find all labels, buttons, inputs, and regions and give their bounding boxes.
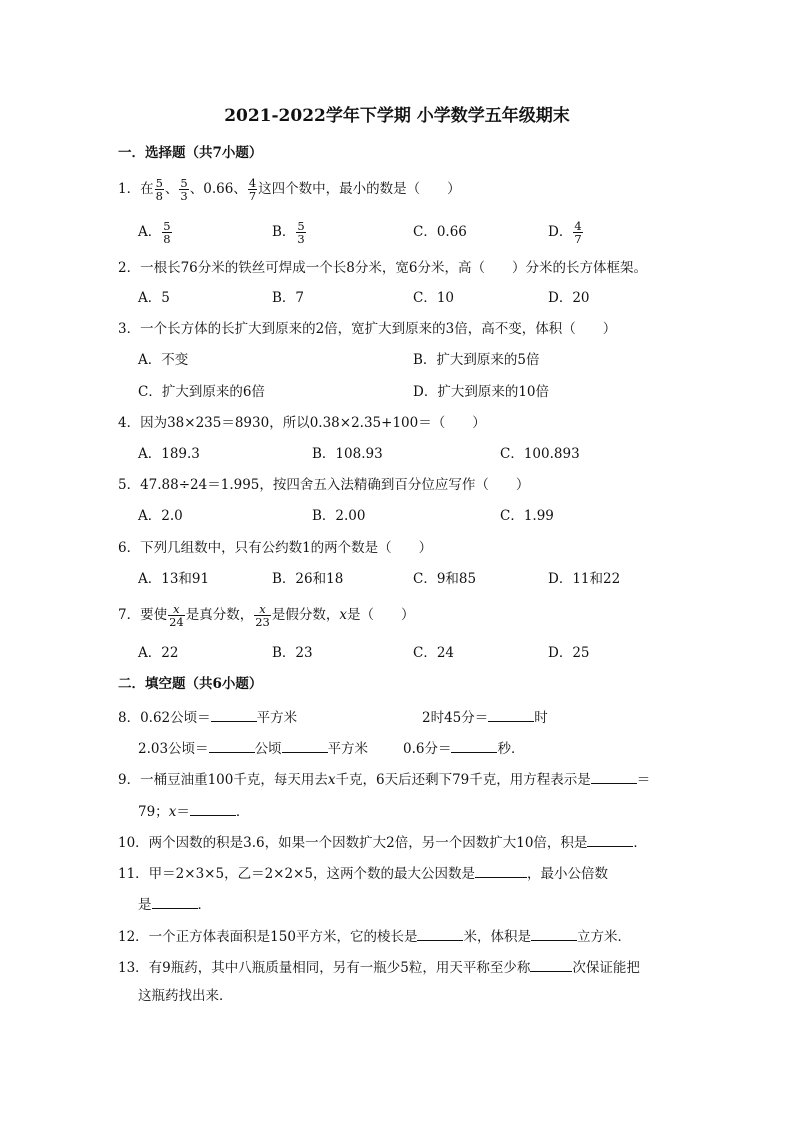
- question-11-line1: 11．甲＝2×3×5，乙＝2×2×5，这两个数的最大公因数是 ，最小公倍数: [118, 866, 608, 882]
- answer-blank[interactable]: [475, 865, 527, 878]
- fraction-4-7: $\frac{4}{7}$: [248, 176, 257, 204]
- fraction-x-23: $\frac{x}{23}$: [255, 602, 270, 630]
- q1-post: 这四个数中，最小的数是（ ）: [258, 181, 461, 198]
- q1-option-b: B． $\frac{5}{3}$: [272, 219, 305, 247]
- q5-option-c: C．1.99: [500, 508, 554, 524]
- q1-mid: 、0.66、: [189, 181, 247, 198]
- q1-sep: 、: [164, 181, 179, 198]
- page-title: 2021-2022学年下学期 小学数学五年级期末: [224, 106, 570, 126]
- question-9-line2: 79；x＝ ．: [138, 804, 250, 820]
- question-13-line2: 这瓶药找出来．: [138, 988, 233, 1004]
- q3-option-c: C．扩大到原来的6倍: [138, 384, 265, 400]
- q1-option-a: A． $\frac{5}{8}$: [138, 219, 171, 247]
- fraction-5-3: $\frac{5}{3}$: [180, 176, 188, 204]
- section-heading-fill: 二．填空题（共6小题）: [118, 676, 263, 692]
- q7-pre: 要使: [140, 607, 168, 624]
- q2-option-a: A．5: [138, 290, 170, 306]
- question-3: 3．一个长方体的长扩大到原来的2倍，宽扩大到原来的3倍，高不变，体积（ ）: [118, 321, 617, 337]
- fraction-x-24: $\frac{x}{24}$: [169, 602, 184, 630]
- answer-blank[interactable]: [488, 709, 534, 722]
- q7-option-d: D．25: [548, 645, 590, 661]
- question-6: 6．下列几组数中，只有公约数1的两个数是（ ）: [118, 540, 433, 556]
- question-7: [118, 603, 415, 628]
- answer-blank[interactable]: [587, 834, 633, 847]
- q6-option-a: A．13和91: [138, 571, 210, 587]
- question-4: 4．因为38×235＝8930，所以0.38×2.35+100＝（ ）: [118, 415, 486, 431]
- q1-option-d: D． $\frac{4}{7}$: [548, 219, 582, 247]
- question-2: 2．一根长76分米的铁丝可焊成一个长8分米，宽6分米，高（ ）分米的长方体框架。: [118, 260, 647, 276]
- q7-option-b: B．23: [272, 645, 313, 661]
- question-12: 12．一个正方体表面积是150平方米，它的棱长是 米，体积是 立方米．: [118, 929, 631, 945]
- q7-variable: x: [339, 607, 347, 624]
- q6-option-b: B．26和18: [272, 571, 344, 587]
- q2-option-b: B．7: [272, 290, 305, 306]
- answer-blank[interactable]: [417, 928, 463, 941]
- answer-blank[interactable]: [209, 740, 255, 753]
- q5-option-a: A．2.0: [138, 508, 183, 524]
- q1-pre: 在: [140, 181, 154, 198]
- question-8-line2b: 0.6分＝ 秒．: [403, 741, 525, 757]
- answer-blank[interactable]: [451, 740, 497, 753]
- question-13-line1: 13．有9瓶药，其中八瓶质量相同，另有一瓶少5粒，用天平称至少称 次保证能把: [118, 960, 640, 976]
- q2-option-d: D．20: [548, 290, 590, 306]
- question-5: 5．47.88÷24＝1.995，按四舍五入法精确到百分位应写作（ ）: [118, 477, 530, 493]
- q5-option-b: B．2.00: [312, 508, 366, 524]
- question-11-line2: 是 ．: [138, 897, 211, 913]
- question-9-line1: 9．一桶豆油重100千克，每天用去x千克，6天后还剩下79千克，用方程表示是 ＝: [118, 772, 651, 788]
- question-8-line1b: 2时45分＝ 时: [422, 710, 548, 726]
- answer-blank[interactable]: [211, 709, 257, 722]
- q3-option-b: B．扩大到原来的5倍: [413, 352, 540, 368]
- q1-number: 1．: [118, 181, 141, 198]
- answer-blank[interactable]: [530, 959, 572, 972]
- question-8-line1a: 8．0.62公顷＝ 平方米: [118, 710, 298, 726]
- answer-blank[interactable]: [282, 740, 328, 753]
- q7-mid: 是真分数，: [185, 607, 254, 624]
- answer-blank[interactable]: [152, 896, 198, 909]
- q7-number: 7．: [118, 607, 141, 624]
- q6-option-c: C．9和85: [413, 571, 477, 587]
- question-1: [118, 177, 461, 202]
- question-10: 10．两个因数的积是3.6，如果一个因数扩大2倍，另一个因数扩大10倍，积是 ．: [118, 835, 647, 851]
- answer-blank[interactable]: [591, 771, 637, 784]
- q3-option-a: A．不变: [138, 352, 189, 368]
- q4-option-b: B．108.93: [312, 446, 383, 462]
- q6-option-d: D．11和22: [548, 571, 621, 587]
- question-8-line2a: 2.03公顷＝ 公顷 平方米: [138, 741, 369, 757]
- q7-option-a: A．22: [138, 645, 179, 661]
- q2-option-c: C．10: [413, 290, 455, 306]
- section-heading-choice: 一．选择题（共7小题）: [118, 145, 263, 161]
- q7-post2: 是（ ）: [347, 607, 415, 624]
- q3-option-d: D．扩大到原来的10倍: [413, 384, 550, 400]
- answer-blank[interactable]: [531, 928, 577, 941]
- q7-option-c: C．24: [413, 645, 455, 661]
- q1-option-c: C．0.66: [413, 224, 467, 240]
- q7-post1: 是假分数，: [271, 607, 340, 624]
- q4-option-a: A．189.3: [138, 446, 200, 462]
- fraction-5-8: $\frac{5}{8}$: [155, 176, 163, 204]
- answer-blank[interactable]: [190, 803, 236, 816]
- q4-option-c: C．100.893: [500, 446, 580, 462]
